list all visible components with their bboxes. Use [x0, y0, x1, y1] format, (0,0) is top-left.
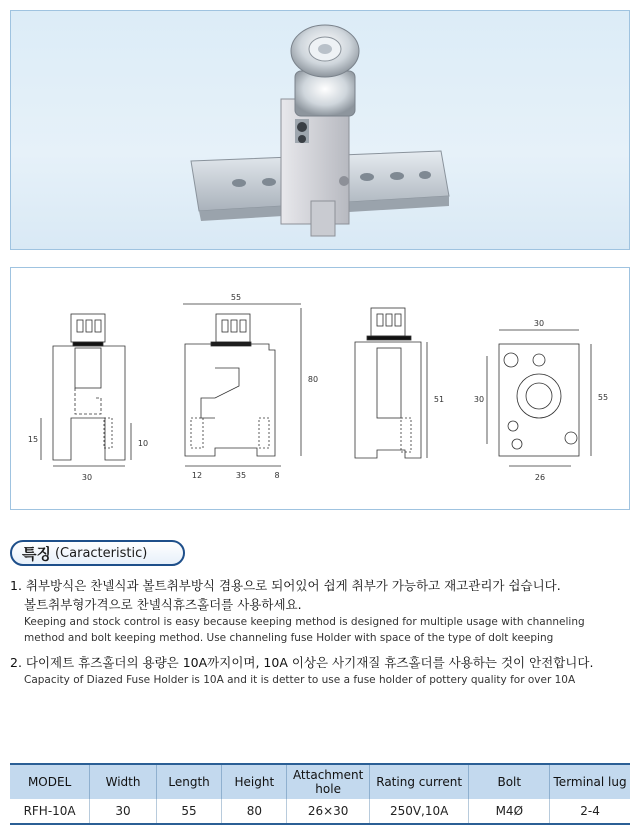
cell-rating-current: 250V,10A: [369, 799, 469, 824]
header-length: Length: [156, 764, 221, 799]
side-top-width-label: 55: [230, 293, 242, 302]
side-b35-label: 35: [235, 471, 247, 480]
feature-1-en-line-1: Keeping and stock control is easy because keeping method is designed for multiple usage with channeling: [24, 616, 585, 628]
cell-height: 80: [222, 799, 287, 824]
bottom-width-label: 26: [534, 473, 546, 482]
feature-1-ko-line-1: 1. 취부방식은 찬넬식과 볼트취부방식 겸용으로 되어있어 쉽게 취부가 가능하고 재고관리가 쉽습니다.: [10, 578, 561, 593]
header-terminal-lug: Terminal lug: [550, 764, 630, 799]
section-heading: [10, 540, 185, 566]
header-model: MODEL: [10, 764, 90, 799]
back-height-label: 51: [433, 395, 445, 404]
front-width-label: 30: [81, 473, 93, 482]
spec-table: [10, 763, 630, 825]
feature-2-en-line-1: Capacity of Diazed Fuse Holder is 10A and it is detter to use a fuse holder of pottery quality for over 10A: [24, 674, 576, 686]
header-width: Width: [90, 764, 157, 799]
cell-attachment-hole: 26×30: [287, 799, 369, 824]
product-photo: [10, 10, 630, 250]
cell-bolt: M4Ø: [469, 799, 550, 824]
header-rating-current: Rating current: [369, 764, 469, 799]
cell-model: RFH-10A: [10, 799, 90, 824]
side-b12-label: 12: [191, 471, 203, 480]
feature-item-1: [10, 576, 630, 646]
section-title-ko: 특징: [22, 544, 51, 563]
fuse-holder-photo: [11, 11, 631, 251]
cell-width: 30: [90, 799, 157, 824]
feature-2-ko-line-1: 2. 다이제트 휴즈홀더의 용량은 10A까지이며, 10A 이상은 사기재질 휴즈홀더를 사용하는 것이 안전합니다.: [10, 655, 594, 670]
section-title-en: (Caracteristic): [54, 545, 148, 561]
feature-1-ko-line-2: 볼트취부형가격으로 찬넬식휴즈홀더를 사용하세요.: [24, 597, 302, 612]
front-h10-label: 10: [137, 439, 149, 448]
table-row: [10, 799, 630, 824]
bottom-right-height-label: 55: [597, 393, 609, 402]
bottom-top-width-label: 30: [533, 319, 545, 328]
header-bolt: Bolt: [469, 764, 550, 799]
table-header-row: [10, 764, 630, 799]
dimension-drawings: [10, 267, 630, 510]
cell-terminal-lug: 2-4: [550, 799, 630, 824]
front-h15-label: 15: [27, 435, 39, 444]
bottom-view: [474, 319, 608, 482]
side-view: [183, 293, 318, 480]
header-attachment-hole: Attachment hole: [287, 764, 369, 799]
cell-length: 55: [156, 799, 221, 824]
back-view: [355, 308, 444, 458]
header-height: Height: [222, 764, 287, 799]
side-height-label: 80: [307, 375, 319, 384]
side-b8-label: 8: [274, 471, 280, 480]
front-view: [28, 314, 148, 482]
feature-item-2: [10, 653, 630, 688]
feature-1-en-line-2: method and bolt keeping method. Use channeling fuse Holder with space of the type of dolt keeping: [24, 632, 554, 644]
bottom-left-height-label: 30: [473, 395, 485, 404]
